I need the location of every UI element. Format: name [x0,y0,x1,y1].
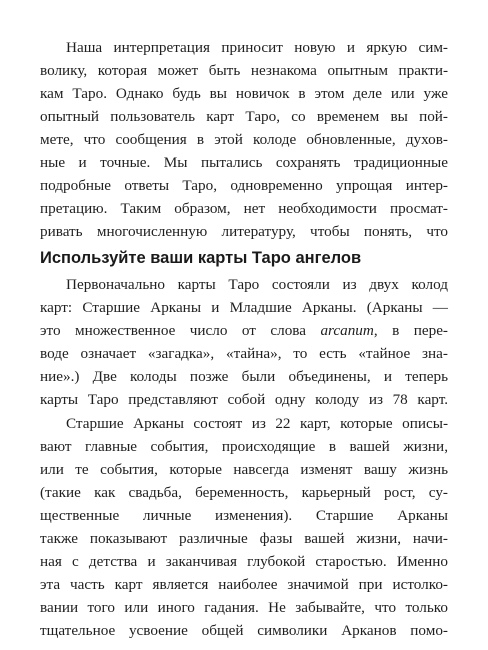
text-line: Старшие Арканы состоят из 22 карт, которые описы- [66,415,448,432]
text-line: ривать многочисленную литературу, чтобы понять, что [40,223,448,240]
text-line: тщательное усвоение общей символики Арканов помо- [40,622,448,639]
text-line: щественные личные изменения). Старшие Арканы [40,507,448,524]
text-line: ние».) Две колоды позже были объединены, и теперь [40,368,448,385]
text-line: опытный пользователь карт Таро, со временем вы пой- [40,108,448,125]
text-line: вании того или иного гадания. Не забывайте, что только [40,599,448,616]
text-line: также показывают различные фазы вашей жизни, начи- [40,530,448,547]
text-line: Первоначально карты Таро состояли из двух колод [66,276,448,293]
text-line: или те события, которые навсегда изменят вашу жизнь [40,461,448,478]
text-line: мете, что сообщения в этой колоде обновленные, духов- [40,131,448,148]
text-line: ная с детства и заканчивая глубокой старостью. Именно [40,553,448,570]
text-span: это множественное число от слова [40,322,321,339]
text-line: (такие как свадьба, беременность, карьерный рост, су- [40,484,448,501]
text-line: претацию. Таким образом, нет необходимости просмат- [40,200,448,217]
italic-term: arcanum [320,322,374,339]
text-line: вают главные события, происходящие в вашей жизни, [40,438,448,455]
text-line: карт: Старшие Арканы и Младшие Арканы. (Арканы — [40,299,448,316]
text-line: эта часть карт является наиболее значимой при истолко- [40,576,448,593]
text-line: Наша интерпретация приносит новую и яркую сим- [66,39,448,56]
text-line: подробные ответы Таро, одновременно упрощая интер- [40,177,448,194]
text-line [40,321,448,341]
text-line: воде означает «загадка», «тайна», то есть «тайное зна- [40,345,448,362]
text-line: волику, которая может быть незнакома опытным практи- [40,62,448,79]
text-line: ные и точные. Мы пытались сохранять традиционные [40,154,448,171]
text-span: , в пере- [373,322,448,339]
text-line: кам Таро. Однако будь вы новичок в этом деле или уже [40,85,448,102]
section-heading: Используйте ваши карты Таро ангелов [40,249,362,267]
text-line: карты Таро представляют собой одну колоду из 78 карт. [40,391,448,408]
